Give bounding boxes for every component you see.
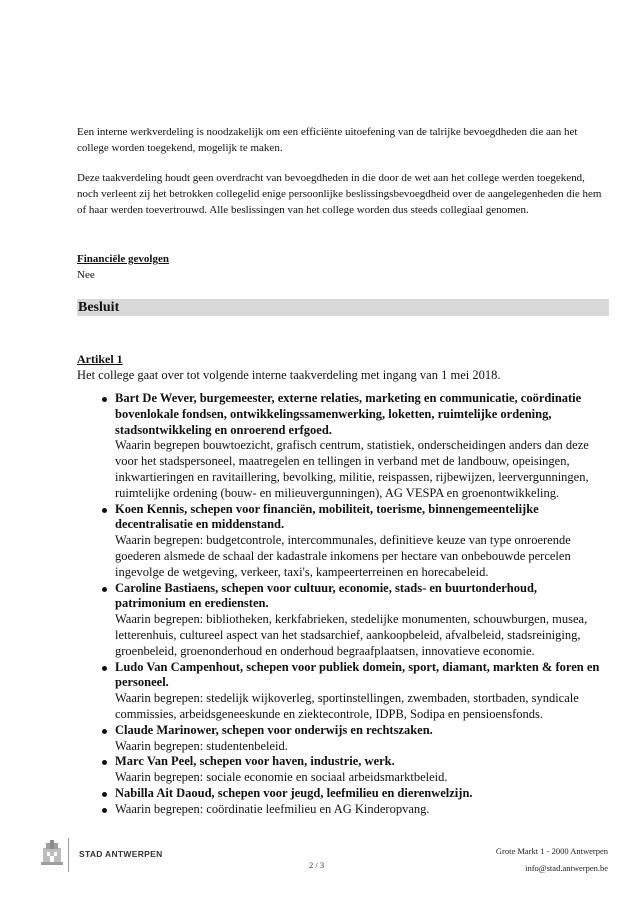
city-crest-icon — [41, 838, 63, 868]
item-desc: Waarin begrepen: stedelijk wijkoverleg, sportinstellingen, zwembaden, stortbaden, syndicale commissies, arbeidsgeneeskunde en ziektecontrole, IDPB, Sodipa en pensioensfonds. — [115, 691, 579, 721]
list-item — [115, 502, 609, 581]
financial-title: Financiële gevolgen — [77, 253, 169, 265]
item-title: Bart De Wever, burgemeester, externe relaties, marketing en communicatie, coördinatie bovenlokale fondsen, ontwikkelingssamenwerking, loketten, ruimtelijke ordening, stadsontwikkeling en onroerend erfgoed. — [115, 391, 582, 437]
footer-divider — [68, 838, 69, 872]
article-title: Artikel 1 — [77, 352, 123, 366]
document-content — [77, 124, 609, 818]
bullet-icon — [102, 666, 107, 671]
list-item — [115, 723, 609, 755]
item-desc: Waarin begrepen: studentenbeleid. — [115, 738, 288, 753]
bullet-icon — [102, 792, 107, 797]
item-title: Claude Marinower, schepen voor onderwijs en rechtszaken. — [115, 722, 433, 737]
list-item — [115, 754, 609, 786]
bullet-icon — [102, 587, 107, 592]
item-title: Nabilla Ait Daoud, schepen voor jeugd, leefmilieu en dierenwelzijn. — [115, 785, 473, 800]
footer-address — [496, 843, 608, 877]
financial-value: Nee — [77, 269, 95, 281]
list-item — [115, 391, 609, 502]
item-desc: Waarin begrepen: bibliotheken, kerkfabrieken, stedelijke monumenten, schouwburgen, musea, letterenhuis, cultureel aspect van het stadsarchief, aankoopbeleid, afvalbeleid, stadsreiniging, groenbeleid, groenonderhoud en onderhoud begraafplaatsen, innovatieve economie. — [115, 612, 588, 658]
footer-address-line: Grote Markt 1 - 2000 Antwerpen — [495, 846, 608, 856]
bullet-icon — [102, 808, 107, 813]
responsibility-list — [77, 391, 609, 818]
bullet-icon — [102, 397, 107, 402]
list-item — [115, 786, 609, 802]
list-item — [115, 581, 609, 660]
list-item — [115, 660, 609, 723]
intro-paragraph-2: Deze taakverdeling houdt geen overdracht van bevoegdheden in die door de wet aan het college werden toegekend, noch verleent zij het betrokken collegelid enige persoonlijke beslissingsbevoegdheid over de aangelegenheden die hem of haar werden toevertrouwd. Alle beslissingen van het college worden dus steeds collegiaal genomen. — [77, 172, 602, 216]
item-desc: Waarin begrepen: sociale economie en sociaal arbeidsmarktbeleid. — [115, 770, 448, 785]
bullet-icon — [102, 729, 107, 734]
intro-paragraph-1: Een interne werkverdeling is noodzakelijk om een efficiënte uitoefening van de talrijke bevoegdheden die aan het college worden toegekend, mogelijk te maken. — [77, 126, 578, 154]
item-desc: Waarin begrepen: budgetcontrole, intercommunales, definitieve keuze van type onroerende goederen alsmede de schaal der kadastrale inkomens per hectare van onbebouwde percelen ingevolge de wetgeving, verkeer, taxi's, kampeerterreinen en horecabeleid. — [115, 533, 571, 579]
item-title: Koen Kennis, schepen voor financiën, mobiliteit, toerisme, binnengemeentelijke decentralisatie en middenstand. — [115, 501, 539, 532]
article-intro: Het college gaat over tot volgende interne taakverdeling met ingang van 1 mei 2018. — [77, 368, 501, 382]
list-item — [115, 802, 609, 818]
besluit-heading: Besluit — [77, 299, 609, 316]
item-desc: Waarin begrepen: coördinatie leefmilieu en AG Kinderopvang. — [115, 801, 430, 816]
item-title: Caroline Bastiaens, schepen voor cultuur, economie, stads- en buurtonderhoud, patrimonium en erediensten. — [115, 580, 538, 611]
page-number: 2 / 3 — [309, 860, 325, 870]
item-title: Ludo Van Campenhout, schepen voor publiek domein, sport, diamant, markten & foren en personeel. — [115, 659, 600, 690]
footer-email[interactable]: info@stad.antwerpen.be — [525, 863, 608, 873]
item-title: Marc Van Peel, schepen voor haven, industrie, werk. — [115, 754, 395, 769]
item-desc: Waarin begrepen bouwtoezicht, grafisch centrum, statistiek, onderscheidingen anders dan deze voor het stadspersoneel, maatregelen en tellingen in verband met de landbouw, opeisingen, inkwartieringen en ravitaillering, bevolking, militie, reispassen, rijbewijzen, leervergunningen, ruimtelijke ordening (bouw- en milieuvergunningen), AG VESPA en groenontwikkeling. — [115, 438, 589, 500]
bullet-icon — [102, 760, 107, 765]
bullet-icon — [102, 508, 107, 513]
footer-org-name: STAD ANTWERPEN — [79, 849, 163, 859]
